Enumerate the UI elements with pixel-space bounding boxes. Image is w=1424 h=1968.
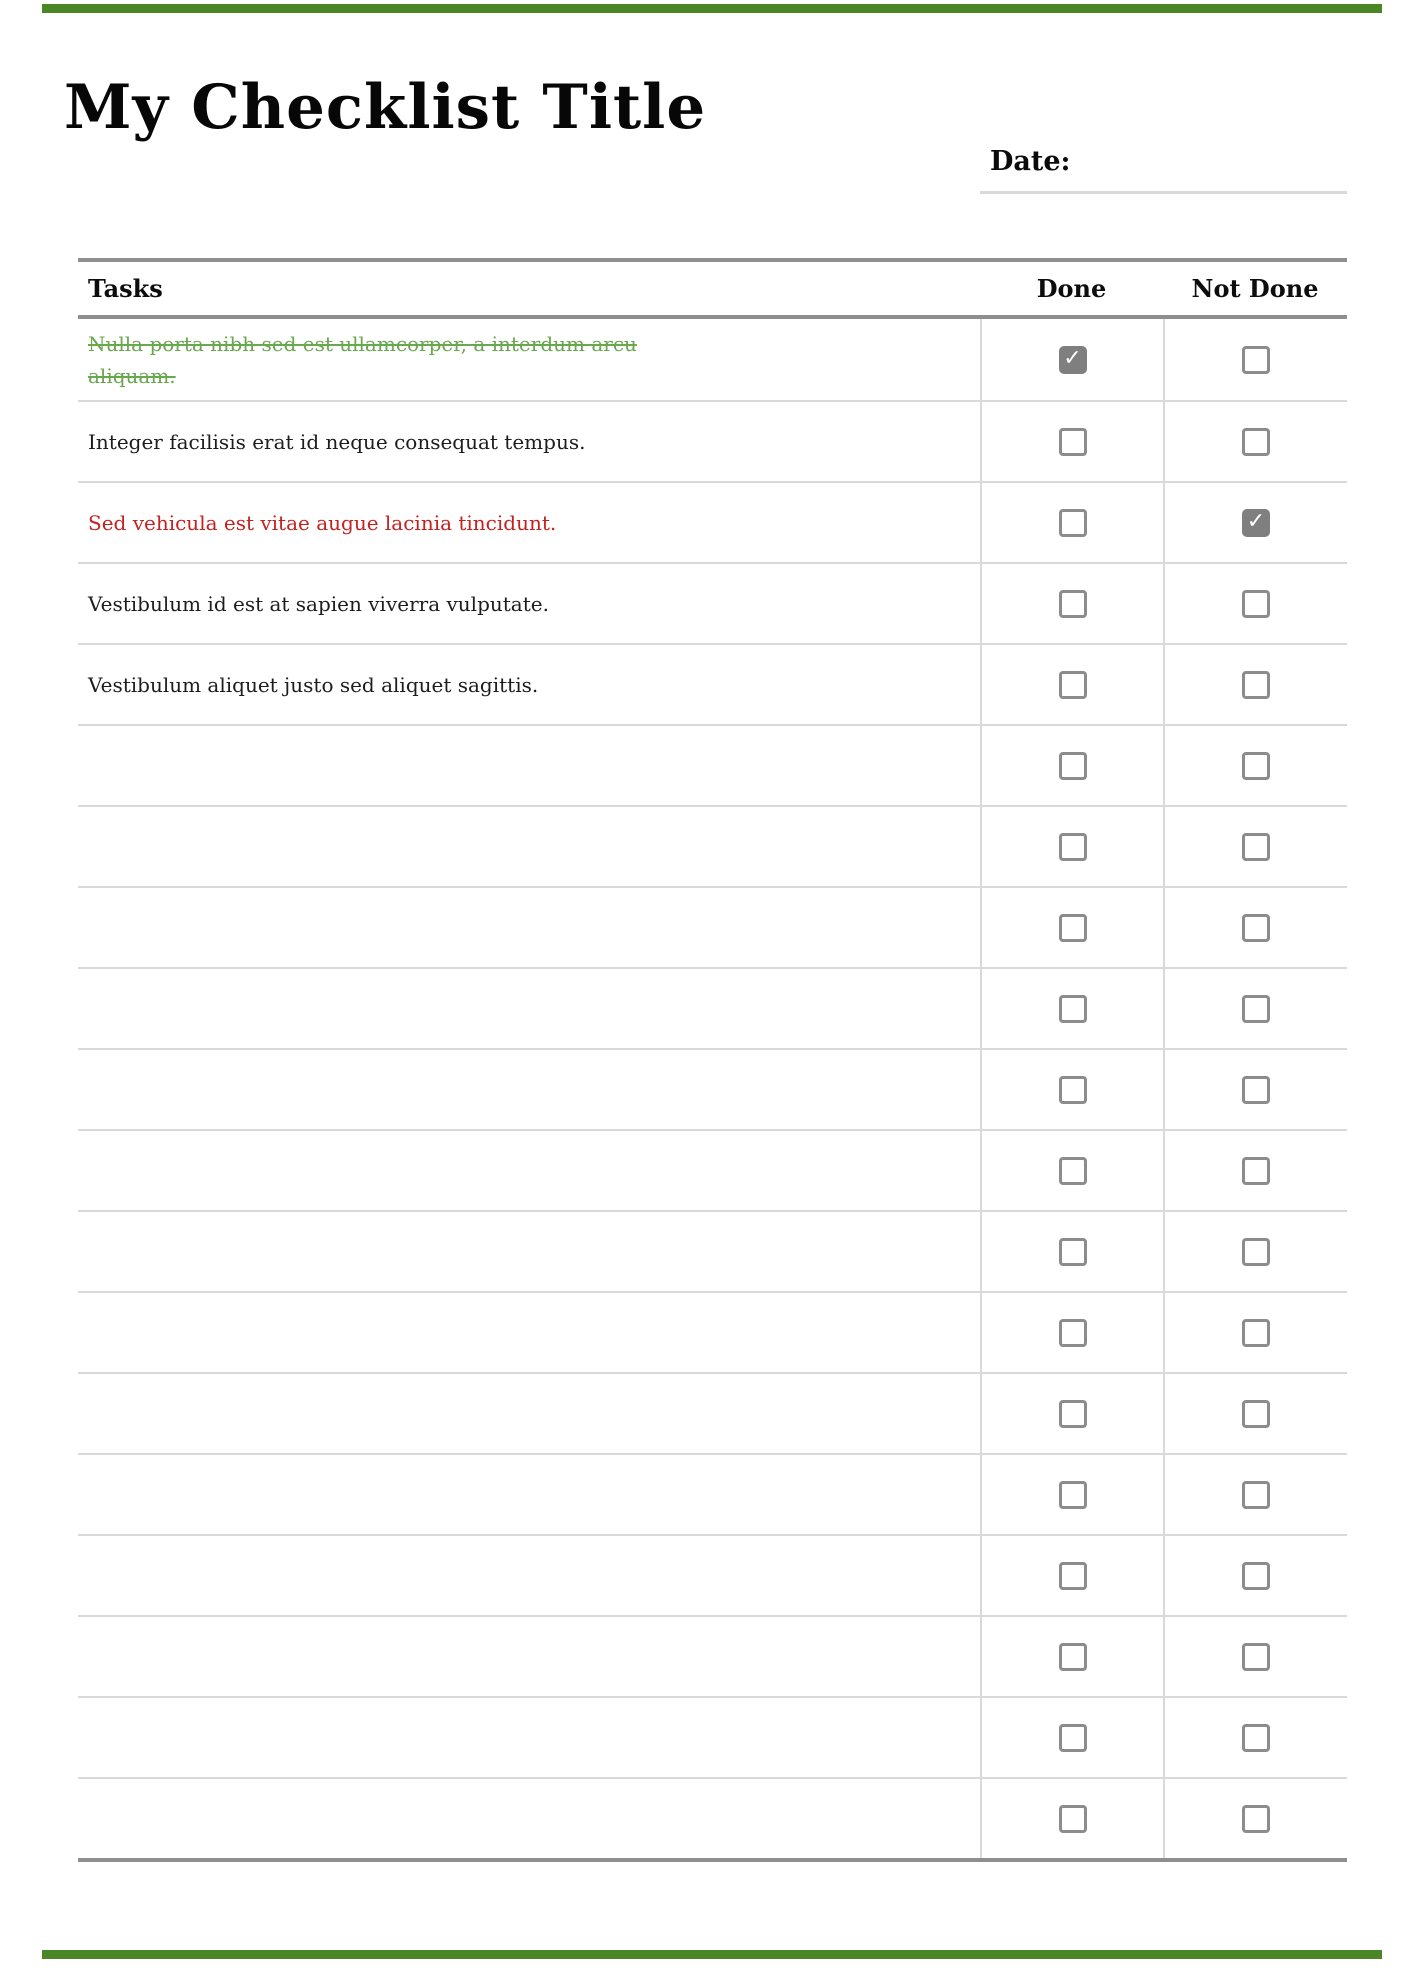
done-cell [980, 888, 1163, 967]
table-row [78, 1534, 1347, 1615]
done-checkbox[interactable] [1059, 1805, 1087, 1833]
done-checkbox[interactable] [1059, 1319, 1087, 1347]
not-done-checkbox[interactable] [1242, 1238, 1270, 1266]
table-row [78, 1210, 1347, 1291]
not-done-checkbox[interactable] [1242, 914, 1270, 942]
task-cell [78, 483, 980, 562]
not-done-checkbox[interactable] [1242, 1643, 1270, 1671]
done-cell [980, 564, 1163, 643]
not-done-checkbox[interactable] [1242, 1562, 1270, 1590]
done-column-header: Done [1036, 274, 1107, 303]
not-done-checkbox[interactable] [1242, 1076, 1270, 1104]
task-cell [78, 1131, 980, 1210]
not-done-cell [1163, 807, 1347, 886]
done-checkbox[interactable] [1059, 1481, 1087, 1509]
table-row [78, 1453, 1347, 1534]
task-cell [78, 807, 980, 886]
done-cell [980, 1212, 1163, 1291]
done-cell [980, 969, 1163, 1048]
table-row [78, 1291, 1347, 1372]
task-cell [78, 1293, 980, 1372]
table-row [78, 1777, 1347, 1858]
done-checkbox[interactable] [1059, 833, 1087, 861]
not-done-cell [1163, 1698, 1347, 1777]
task-text: Integer facilisis erat id neque consequat tempus. [88, 429, 586, 454]
not-done-cell [1163, 1374, 1347, 1453]
done-cell [980, 483, 1163, 562]
done-cell [980, 1536, 1163, 1615]
table-row [78, 886, 1347, 967]
done-cell [980, 726, 1163, 805]
task-text: Nulla porta nibh sed est ullamcorper, a interdum arcu aliquam. [88, 331, 637, 388]
checklist-table [78, 258, 1347, 1862]
task-cell [78, 1617, 980, 1696]
not-done-cell [1163, 1779, 1347, 1858]
done-checkbox[interactable] [1059, 671, 1087, 699]
table-row [78, 967, 1347, 1048]
not-done-checkbox[interactable] [1242, 671, 1270, 699]
done-checkbox[interactable] [1059, 752, 1087, 780]
task-cell [78, 969, 980, 1048]
done-checkbox[interactable] [1059, 509, 1087, 537]
task-cell [78, 1050, 980, 1129]
task-cell [78, 1212, 980, 1291]
task-cell [78, 1374, 980, 1453]
table-row [78, 1696, 1347, 1777]
not-done-cell [1163, 1293, 1347, 1372]
table-row [78, 319, 1347, 400]
not-done-cell [1163, 645, 1347, 724]
task-cell [78, 1698, 980, 1777]
task-cell [78, 1455, 980, 1534]
bottom-accent-bar [42, 1950, 1382, 1959]
not-done-cell [1163, 888, 1347, 967]
task-text: Vestibulum id est at sapien viverra vulputate. [88, 591, 549, 616]
not-done-checkbox[interactable] [1242, 428, 1270, 456]
not-done-checkbox[interactable] [1242, 1805, 1270, 1833]
not-done-cell [1163, 1536, 1347, 1615]
done-cell [980, 1779, 1163, 1858]
task-cell [78, 645, 980, 724]
done-checkbox[interactable] [1059, 1562, 1087, 1590]
done-cell [980, 1131, 1163, 1210]
done-cell [980, 807, 1163, 886]
done-cell [980, 645, 1163, 724]
task-text: Sed vehicula est vitae augue lacinia tincidunt. [88, 510, 557, 535]
not-done-checkbox[interactable] [1242, 833, 1270, 861]
task-cell [78, 726, 980, 805]
task-cell [78, 564, 980, 643]
not-done-cell [1163, 1617, 1347, 1696]
task-text: Vestibulum aliquet justo sed aliquet sagittis. [88, 672, 539, 697]
not-done-cell [1163, 726, 1347, 805]
not-done-checkbox[interactable] [1242, 509, 1270, 537]
done-checkbox[interactable] [1059, 1238, 1087, 1266]
not-done-checkbox[interactable] [1242, 1481, 1270, 1509]
table-row [78, 1372, 1347, 1453]
table-row [78, 724, 1347, 805]
not-done-checkbox[interactable] [1242, 1400, 1270, 1428]
task-cell [78, 1536, 980, 1615]
date-fill-in-line[interactable] [980, 191, 1347, 194]
done-checkbox[interactable] [1059, 914, 1087, 942]
task-cell [78, 888, 980, 967]
table-row [78, 562, 1347, 643]
not-done-cell [1163, 402, 1347, 481]
not-done-checkbox[interactable] [1242, 1157, 1270, 1185]
checkmark-icon: ✓ [1063, 345, 1082, 371]
done-checkbox[interactable] [1059, 1643, 1087, 1671]
done-checkbox[interactable] [1059, 590, 1087, 618]
done-checkbox[interactable] [1059, 428, 1087, 456]
not-done-cell [1163, 1131, 1347, 1210]
not-done-cell [1163, 1212, 1347, 1291]
done-cell [980, 402, 1163, 481]
not-done-cell [1163, 1455, 1347, 1534]
table-header-row [78, 262, 1347, 319]
not-done-checkbox[interactable] [1242, 590, 1270, 618]
table-row [78, 643, 1347, 724]
not-done-checkbox[interactable] [1242, 1724, 1270, 1752]
table-row [78, 1048, 1347, 1129]
not-done-checkbox[interactable] [1242, 346, 1270, 374]
done-checkbox[interactable] [1059, 346, 1087, 374]
top-accent-bar [42, 4, 1382, 13]
not-done-cell [1163, 969, 1347, 1048]
date-label: Date: [990, 146, 1071, 177]
not-done-cell [1163, 1050, 1347, 1129]
done-checkbox[interactable] [1059, 995, 1087, 1023]
checkmark-icon: ✓ [1246, 508, 1266, 534]
done-cell [980, 1293, 1163, 1372]
done-cell [980, 1698, 1163, 1777]
table-body [78, 319, 1347, 1858]
done-checkbox[interactable] [1059, 1400, 1087, 1428]
page-title: My Checklist Title [64, 72, 707, 143]
done-checkbox[interactable] [1059, 1076, 1087, 1104]
not-done-cell [1163, 319, 1347, 400]
done-cell [980, 1374, 1163, 1453]
done-cell [980, 1050, 1163, 1129]
not-done-checkbox[interactable] [1242, 1319, 1270, 1347]
done-checkbox[interactable] [1059, 1724, 1087, 1752]
task-cell [78, 1779, 980, 1858]
not-done-cell [1163, 564, 1347, 643]
table-row [78, 1129, 1347, 1210]
not-done-checkbox[interactable] [1242, 752, 1270, 780]
table-row [78, 481, 1347, 562]
tasks-column-header: Tasks [88, 274, 163, 303]
task-cell [78, 402, 980, 481]
done-cell [980, 1617, 1163, 1696]
done-checkbox[interactable] [1059, 1157, 1087, 1185]
not-done-column-header: Not Done [1191, 274, 1319, 303]
done-cell [980, 1455, 1163, 1534]
table-row [78, 805, 1347, 886]
table-row [78, 400, 1347, 481]
task-cell [78, 319, 980, 400]
table-row [78, 1615, 1347, 1696]
not-done-cell [1163, 483, 1347, 562]
done-cell [980, 319, 1163, 400]
not-done-checkbox[interactable] [1242, 995, 1270, 1023]
